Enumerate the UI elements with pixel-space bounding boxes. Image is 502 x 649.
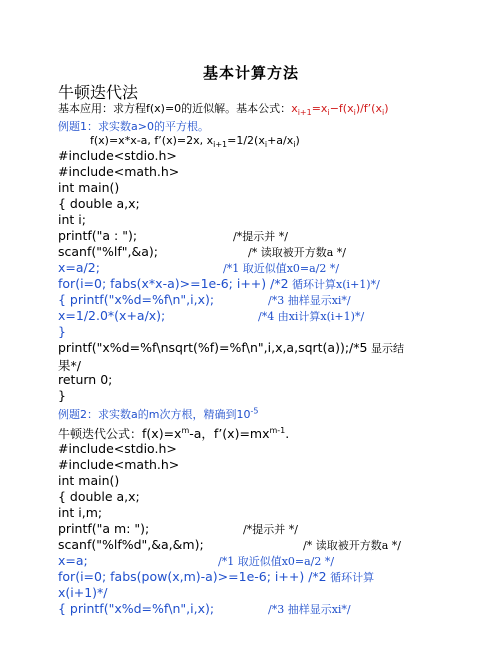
code1-line: x=1/2.0*(x+a/x); /*4 由xi计算x(i+1)*/ <box>58 308 365 323</box>
code2-line: x(i+1)*/ <box>58 585 108 600</box>
code2-line: printf("a m: "); /*提示并 */ <box>58 521 298 536</box>
code1-line: 果*/ <box>58 358 81 373</box>
page-title: 基本计算方法 <box>202 64 299 82</box>
code1-line: printf("x%d=%f\nsqrt(%f)=%f\n",i,x,a,sqrt(a));/*5 显示结 <box>58 340 404 355</box>
code1-line: } <box>58 388 66 403</box>
section-heading: 牛顿迭代法 <box>58 83 139 102</box>
code1-line: printf("a : "); /*提示并 */ <box>58 228 288 243</box>
code1-line: } <box>58 324 66 339</box>
code1-line: { double a,x; <box>58 196 140 211</box>
code1-line: int main() <box>58 180 120 195</box>
code2-line: { double a,x; <box>58 489 140 504</box>
code1-line: for(i=0; fabs(x*x-a)>=1e-6; i++) /*2 循环计算x(i+1)*/ <box>58 276 380 291</box>
example1-formula: f(x)=x*x-a, f’(x)=2x, $x_{i+1}=1/2(x_i+a/x_i)$ <box>90 134 300 150</box>
example1-title: 例题1：求实数a>0的平方根。 <box>58 120 209 133</box>
code2-line: for(i=0; fabs(pow(x,m)-a)>=1e-6; i++) /*2 循环计算 <box>58 569 375 584</box>
basic-application-line: 基本应用：求方程f(x)=0的近似解。基本公式：$x_{i+1}=x_i-f(x_i)/f’(x_i)$ <box>58 102 389 118</box>
code2-line: scanf("%lf%d",&a,&m); /* 读取被开方数a */ <box>58 537 401 552</box>
code2-line: #include<stdio.h> <box>58 441 177 456</box>
code2-line: { printf("x%d=%f\n",i,x); /*3 抽样显示xi*/ <box>58 601 351 616</box>
code2-line: int i,m; <box>58 505 103 520</box>
code1-line: int i; <box>58 212 86 227</box>
code1-line: x=a/2; /*1 取近似值x0=a/2 */ <box>58 260 340 275</box>
code1-line: return 0; <box>58 372 113 387</box>
code1-line: #include<math.h> <box>58 164 180 179</box>
newton-iteration-formula: 牛顿迭代公式：$f(x)=x^m-a$，$f’(x)=mx^{m-1}$. <box>58 425 290 441</box>
code1-line: #include<stdio.h> <box>58 148 177 163</box>
code1-line: scanf("%lf",&a); /* 读取被开方数a */ <box>58 244 346 259</box>
code2-line: int main() <box>58 473 120 488</box>
code2-line: x=a; /*1 取近似值x0=a/2 */ <box>58 553 335 568</box>
example2-title: 例题2：求实数a的m次方根，精确到$10^{-5}$ <box>58 406 259 421</box>
code2-line: #include<math.h> <box>58 457 180 472</box>
code1-line: { printf("x%d=%f\n",i,x); /*3 抽样显示xi*/ <box>58 292 351 307</box>
newton-formula: $x_{i+1}=x_i-f(x_i)/f’(x_i)$ <box>291 102 389 118</box>
